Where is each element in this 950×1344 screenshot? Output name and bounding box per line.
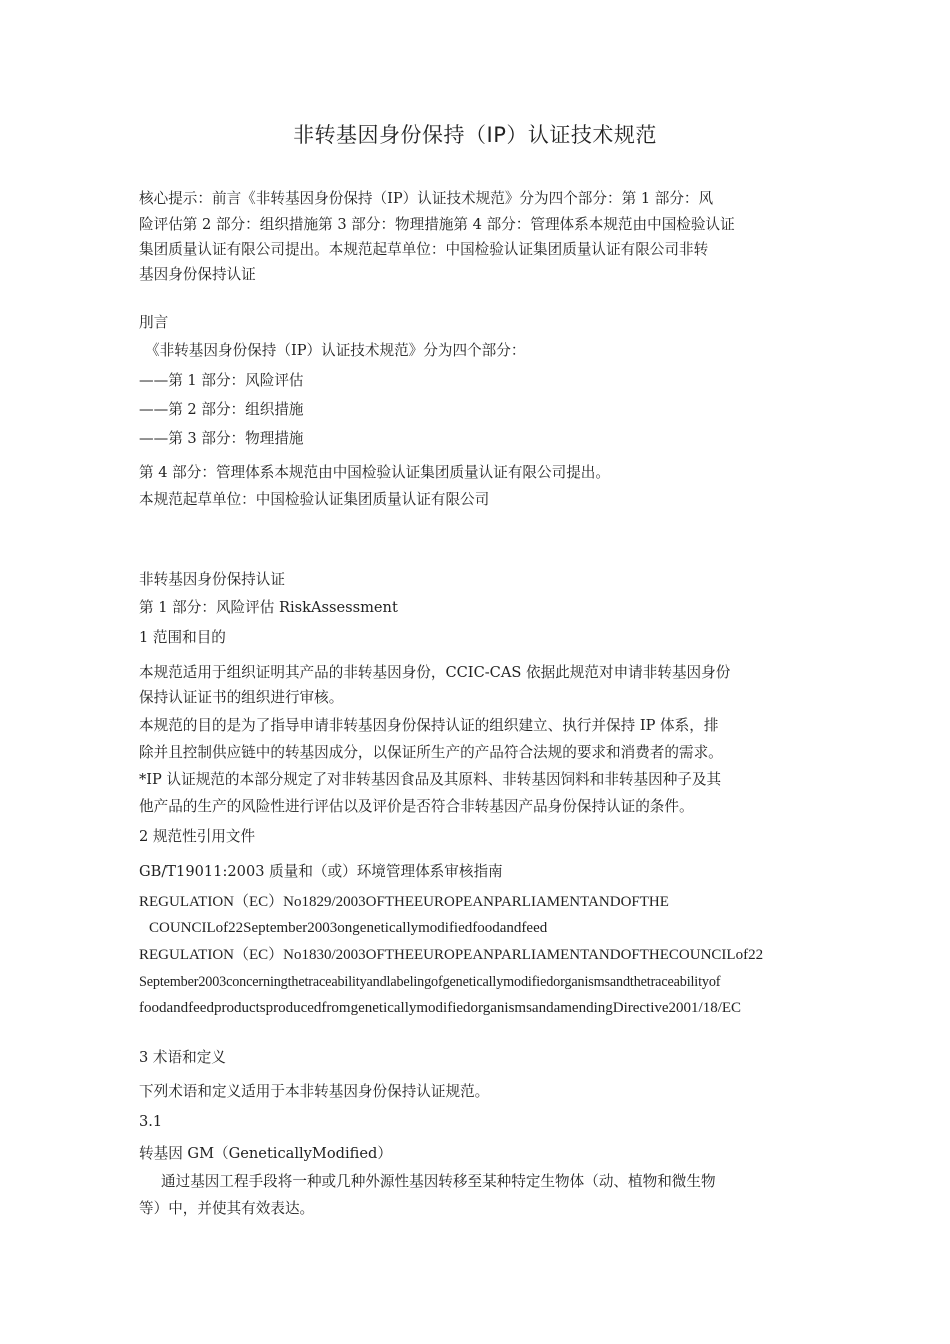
reference-line: September2003concerningthetraceabilityandlabelingofgeneticallymodifiedorganismsandthetraceabilityof <box>139 974 721 990</box>
preface-part-item: ——第 1 部分：风险评估 <box>139 372 304 389</box>
paragraph-line: 本规范的目的是为了指导申请非转基因身份保持认证的组织建立、执行并保持 IP 体系，排 <box>139 717 719 734</box>
reference-line: REGULATION（EC）No1830/2003OFTHEEUROPEANPARLIAMENTANDOFTHECOUNCILof22 <box>139 947 764 963</box>
reference-line: GB/T19011:2003 质量和（或）环境管理体系审核指南 <box>139 863 503 880</box>
part1-title: 第 1 部分：风险评估 RiskAssessment <box>139 599 398 616</box>
section-heading: 1 范围和目的 <box>139 629 226 646</box>
paragraph-line: 本规范适用于组织证明其产品的非转基因身份，CCIC-CAS 依据此规范对申请非转基因身份 <box>139 664 731 681</box>
section-intro: 下列术语和定义适用于本非转基因身份保持认证规范。 <box>139 1083 490 1100</box>
document-title: 非转基因身份保持（IP）认证技术规范 <box>293 123 657 147</box>
section-heading: 2 规范性引用文件 <box>139 828 256 845</box>
paragraph-line: 除并且控制供应链中的转基因成分，以保证所生产的产品符合法规的要求和消费者的需求。 <box>139 744 723 761</box>
reference-line: COUNCILof22September2003ongeneticallymodifiedfoodandfeed <box>149 920 548 936</box>
term-heading: 转基因 GM（GeneticallyModified） <box>139 1145 392 1162</box>
section-heading: 3 术语和定义 <box>139 1049 226 1066</box>
summary-line: 险评估第 2 部分：组织措施第 3 部分：物理措施第 4 部分：管理体系本规范由中国检验认证 <box>139 216 735 233</box>
reference-line: foodandfeedproductsproducedfromgeneticallymodifiedorganismsandamendingDirective2001/18/EC <box>139 1000 742 1016</box>
paragraph-line: *IP 认证规范的本部分规定了对非转基因食品及其原料、非转基因饲料和非转基因种子及其 <box>139 771 722 788</box>
definition-line: 等）中，并使其有效表达。 <box>139 1200 315 1217</box>
preface-heading: 刖言 <box>139 314 169 331</box>
paragraph-line: 保持认证证书的组织进行审核。 <box>139 689 344 706</box>
summary-line: 集团质量认证有限公司提出。本规范起草单位：中国检验认证集团质量认证有限公司非转 <box>139 241 709 258</box>
subsection-number: 3.1 <box>139 1113 163 1130</box>
summary-line: 基因身份保持认证 <box>139 266 256 283</box>
preface-part4: 第 4 部分：管理体系本规范由中国检验认证集团质量认证有限公司提出。 <box>139 464 610 481</box>
reference-line: REGULATION（EC）No1829/2003OFTHEEUROPEANPARLIAMENTANDOFTHE <box>139 894 669 910</box>
preface-drafter: 本规范起草单位：中国检验认证集团质量认证有限公司 <box>139 491 490 508</box>
summary-line: 核心提示：前言《非转基因身份保持（IP）认证技术规范》分为四个部分：第 1 部分：风 <box>139 190 714 207</box>
preface-intro: 《非转基因身份保持（IP）认证技术规范》分为四个部分： <box>145 342 526 359</box>
preface-part-item: ——第 3 部分：物理措施 <box>139 430 304 447</box>
paragraph-line: 他产品的生产的风险性进行评估以及评价是否符合非转基因产品身份保持认证的条件。 <box>139 798 694 815</box>
preface-part-item: ——第 2 部分：组织措施 <box>139 401 304 418</box>
certification-name: 非转基因身份保持认证 <box>139 571 285 588</box>
definition-line: 通过基因工程手段将一种或几种外源性基因转移至某种特定生物体（动、植物和微生物 <box>161 1173 716 1190</box>
